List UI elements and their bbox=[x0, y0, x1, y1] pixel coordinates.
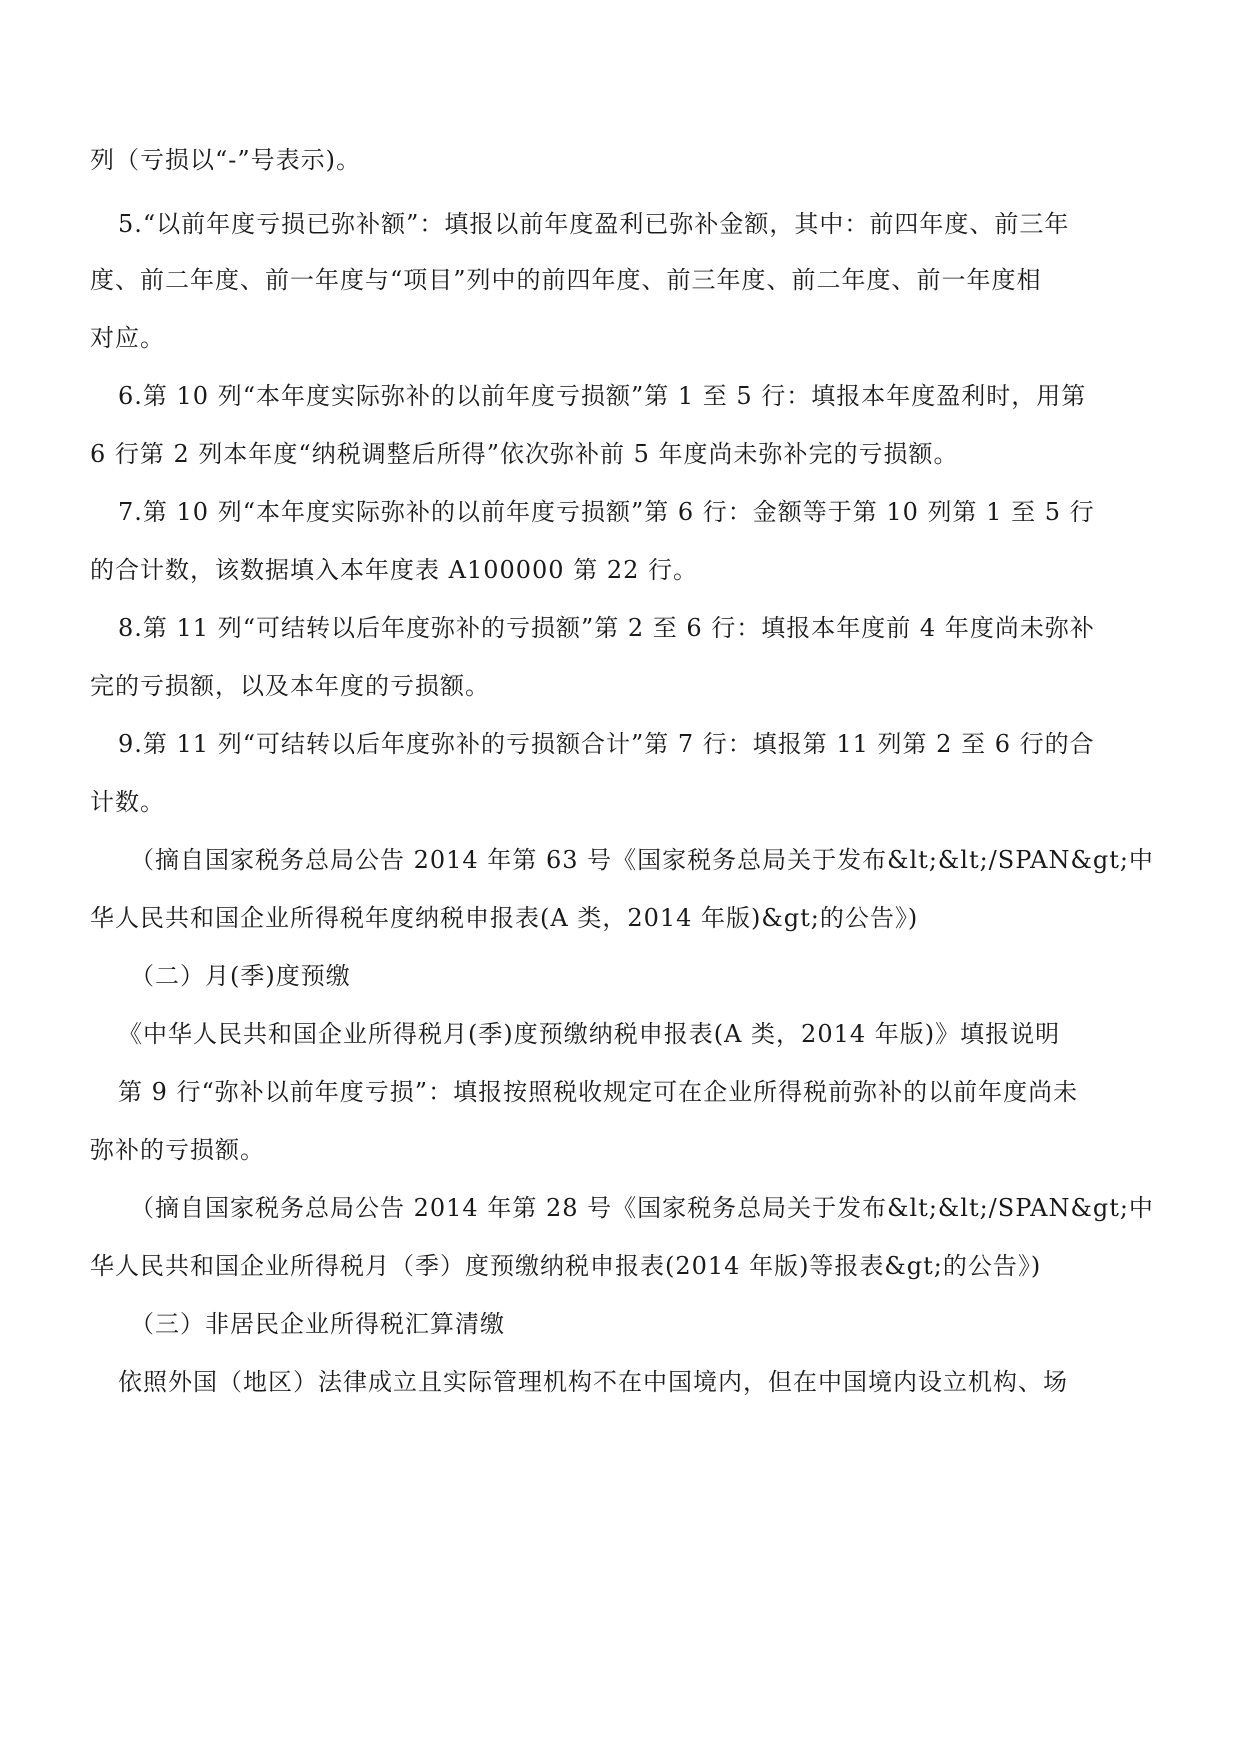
text-line: 的合计数，该数据填入本年度表 A100000 第 22 行。 bbox=[90, 556, 699, 584]
text-line: 6.第 10 列“本年度实际弥补的以前年度亏损额”第 1 至 5 行：填报本年度盈利时，用第 bbox=[118, 382, 1087, 410]
text-line: （摘自国家税务总局公告 2014 年第 63 号《国家税务总局关于发布&lt;&lt;/SPAN&gt;中 bbox=[130, 846, 1154, 874]
text-line: 《中华人民共和国企业所得税月(季)度预缴纳税申报表(A 类，2014 年版)》填报说明 bbox=[118, 1020, 1061, 1048]
text-line: 华人民共和国企业所得税月（季）度预缴纳税申报表(2014 年版)等报表&gt;的公告》) bbox=[90, 1252, 1042, 1280]
text-line: 依照外国（地区）法律成立且实际管理机构不在中国境内，但在中国境内设立机构、场 bbox=[118, 1368, 1068, 1396]
text-line: 对应。 bbox=[90, 324, 165, 352]
text-line: 5.“以前年度亏损已弥补额”：填报以前年度盈利已弥补金额，其中：前四年度、前三年 bbox=[118, 210, 1070, 238]
section-heading: （二）月(季)度预缴 bbox=[130, 962, 351, 990]
text-line: 度、前二年度、前一年度与“项目”列中的前四年度、前三年度、前二年度、前一年度相 bbox=[90, 266, 1042, 294]
text-line: 完的亏损额，以及本年度的亏损额。 bbox=[90, 672, 490, 700]
text-line: 计数。 bbox=[90, 788, 165, 816]
text-line: 第 9 行“弥补以前年度亏损”：填报按照税收规定可在企业所得税前弥补的以前年度尚未 bbox=[118, 1078, 1079, 1106]
text-line: （摘自国家税务总局公告 2014 年第 28 号《国家税务总局关于发布&lt;&lt;/SPAN&gt;中 bbox=[130, 1194, 1154, 1222]
text-line: 6 行第 2 列本年度“纳税调整后所得”依次弥补前 5 年度尚未弥补完的亏损额。 bbox=[90, 440, 959, 468]
text-line: 9.第 11 列“可结转以后年度弥补的亏损额合计”第 7 行：填报第 11 列第 2 至 6 行的合 bbox=[118, 730, 1095, 758]
text-line: 华人民共和国企业所得税年度纳税申报表(A 类，2014 年版)&gt;的公告》) bbox=[90, 904, 919, 932]
section-heading: （三）非居民企业所得税汇算清缴 bbox=[130, 1310, 505, 1338]
text-line: 8.第 11 列“可结转以后年度弥补的亏损额”第 2 至 6 行：填报本年度前 4 年度尚未弥补 bbox=[118, 614, 1095, 642]
text-line: 7.第 10 列“本年度实际弥补的以前年度亏损额”第 6 行：金额等于第 10 列第 1 至 5 行 bbox=[118, 498, 1095, 526]
text-line: 列（亏损以“-”号表示)。 bbox=[90, 146, 362, 174]
text-line: 弥补的亏损额。 bbox=[90, 1136, 265, 1164]
